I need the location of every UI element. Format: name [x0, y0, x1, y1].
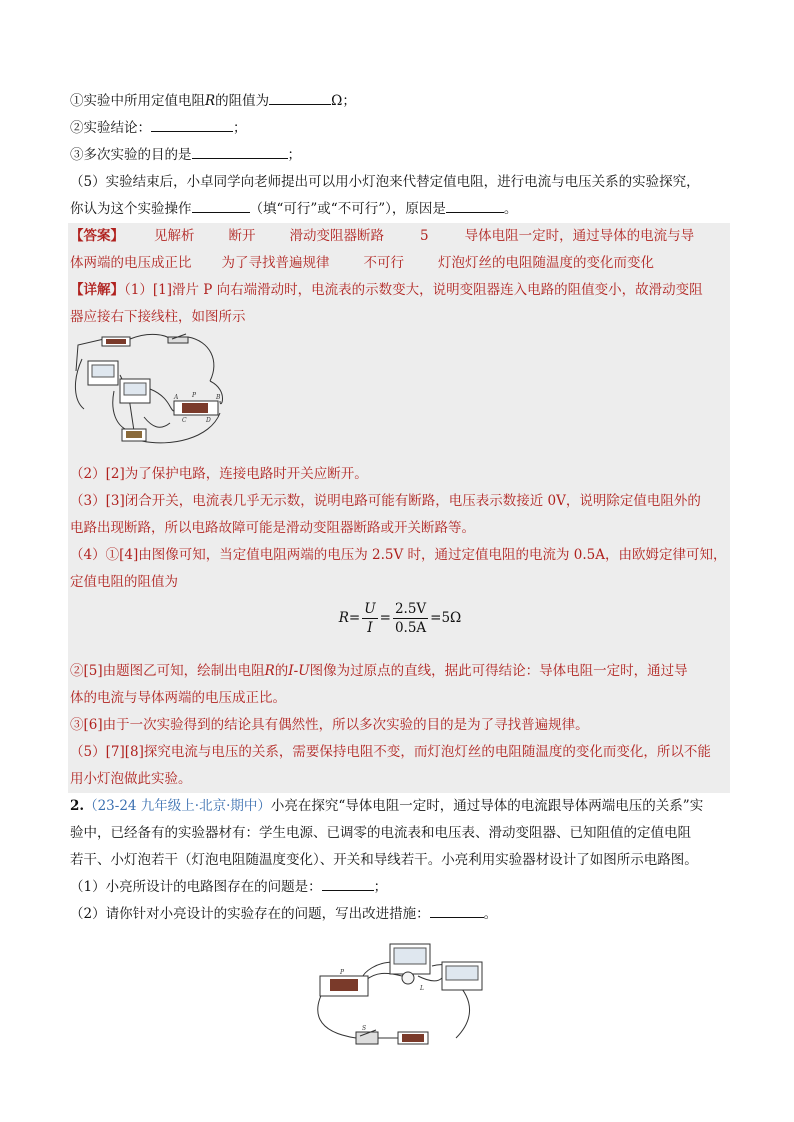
detail-line-3b: 电路出现断路，所以电路故障可能是滑动变阻器断路或开关断路等。 [70, 520, 475, 536]
ohm-law-formula: R= $\frac{U}{I}$ = $\frac{2.5V}{0.5A}$ =5Ω [338, 601, 462, 636]
detail-line-1b: 器应接右下接线柱，如图所示 [70, 309, 246, 325]
answer-section [68, 223, 730, 793]
question-line-2: ②实验结论： ； [70, 115, 730, 142]
question-line-5: 你认为这个实验操作 （填“可行”或“不可行”），原因是 。 [70, 196, 730, 223]
question-line-1: ①实验中所用定值电阻R的阻值为 Ω； [70, 88, 730, 115]
answer-blank [322, 876, 374, 891]
detail-line-4: （4）①[4]由图像可知，当定值电阻两端的电压为 2.5V 时，通过定值电阻的电流为 0.5A，由欧姆定律可知， [70, 547, 727, 563]
circuit-diagram-2-svg [306, 942, 496, 1054]
q2-line-2: 验中，已经备有的实验器材有：学生电源、已调零的电流表和电压表、滑动变阻器、已知阻值的定值电阻 [70, 825, 691, 841]
fraction-u-over-i: $\frac{U}{I}$ [364, 601, 376, 636]
circuit-diagram-2 [70, 942, 730, 1062]
label-S: S [362, 1025, 367, 1032]
label-L: L [420, 985, 424, 992]
answer-blank [430, 903, 484, 918]
q2-line-4: （1）小亮所设计的电路图存在的问题是： ； [70, 874, 730, 901]
question-2 [70, 793, 730, 1062]
question-line-4: （5）实验结束后，小卓同学向老师提出可以用小灯泡来代替定值电阻，进行电流与电压关系的实验探究， [70, 174, 700, 190]
label-D: D [206, 417, 211, 424]
answer-line-2: 体两端的电压成正比 为了寻找普遍规律 不可行 灯泡灯丝的电阻随温度的变化而变化 [70, 255, 654, 271]
question-line-3: ③多次实验的目的是 ； [70, 142, 730, 169]
q2-line-5: （2）请你针对小亮设计的实验存在的问题，写出改进措施： 。 [70, 901, 730, 928]
answer-blank [269, 90, 331, 105]
answer-blank [192, 144, 288, 159]
question-source: （23-24 九年级上·北京·期中） [84, 798, 271, 814]
answer-blank [192, 198, 250, 213]
detail-line-4b: 定值电阻的阻值为 [70, 574, 178, 590]
detail-line-7: （5）[7][8]探究电流与电压的关系，需要保持电阻不变，而灯泡灯丝的电阻随温度的变化而变化，所以不能 [70, 744, 711, 760]
label-P: P [340, 969, 345, 976]
label-C: C [182, 417, 187, 424]
q2-line-3: 若干、小灯泡若干（灯泡电阻随温度变化）、开关和导线若干。小亮利用实验器材设计了如图所示电路图。 [70, 852, 698, 868]
fraction-values: $\frac{2.5V}{0.5A}$ [394, 601, 427, 636]
detail-line-2: （2）[2]为了保护电路，连接电路时开关应断开。 [70, 466, 368, 482]
detail-line-5: ②[5]由题图乙可知，绘制出电阻R的I-U图像为过原点的直线，据此可得结论：导体电阻一定时，通过导 [70, 663, 688, 679]
detail-line-3: （3）[3]闭合开关，电流表几乎无示数，说明电路可能有断路，电压表示数接近 0V，说明除定值电阻外的 [70, 493, 701, 509]
label-A: A [174, 394, 179, 401]
circuit-diagram-1 [70, 331, 730, 461]
detail-line-5b: 体的电流与导体两端的电压成正比。 [70, 690, 286, 706]
circuit-diagram-1-svg [70, 331, 260, 459]
answer-line-1: 【答案】 见解析 断开 滑动变阻器断路 5 导体电阻一定时，通过导体的电流与导 [70, 228, 695, 244]
detail-line-7b: 用小灯泡做此实验。 [70, 771, 192, 787]
q2-line-1: 2.（23-24 九年级上·北京·期中）小亮在探究“导体电阻一定时，通过导体的电流跟导体两端电压的关系”实 [70, 798, 704, 814]
answer-blank [446, 198, 504, 213]
detail-line-6: ③[6]由于一次实验得到的结论具有偶然性，所以多次实验的目的是为了寻找普遍规律。 [70, 717, 589, 733]
document-page [70, 88, 730, 1062]
label-P: P [192, 392, 197, 399]
detail-line-1: 【详解】（1）[1]滑片 P 向右端滑动时，电流表的示数变大，说明变阻器连入电路的阻值变小，故滑动变阻 [70, 282, 703, 298]
label-B: B [216, 394, 221, 401]
answer-blank [151, 117, 233, 132]
